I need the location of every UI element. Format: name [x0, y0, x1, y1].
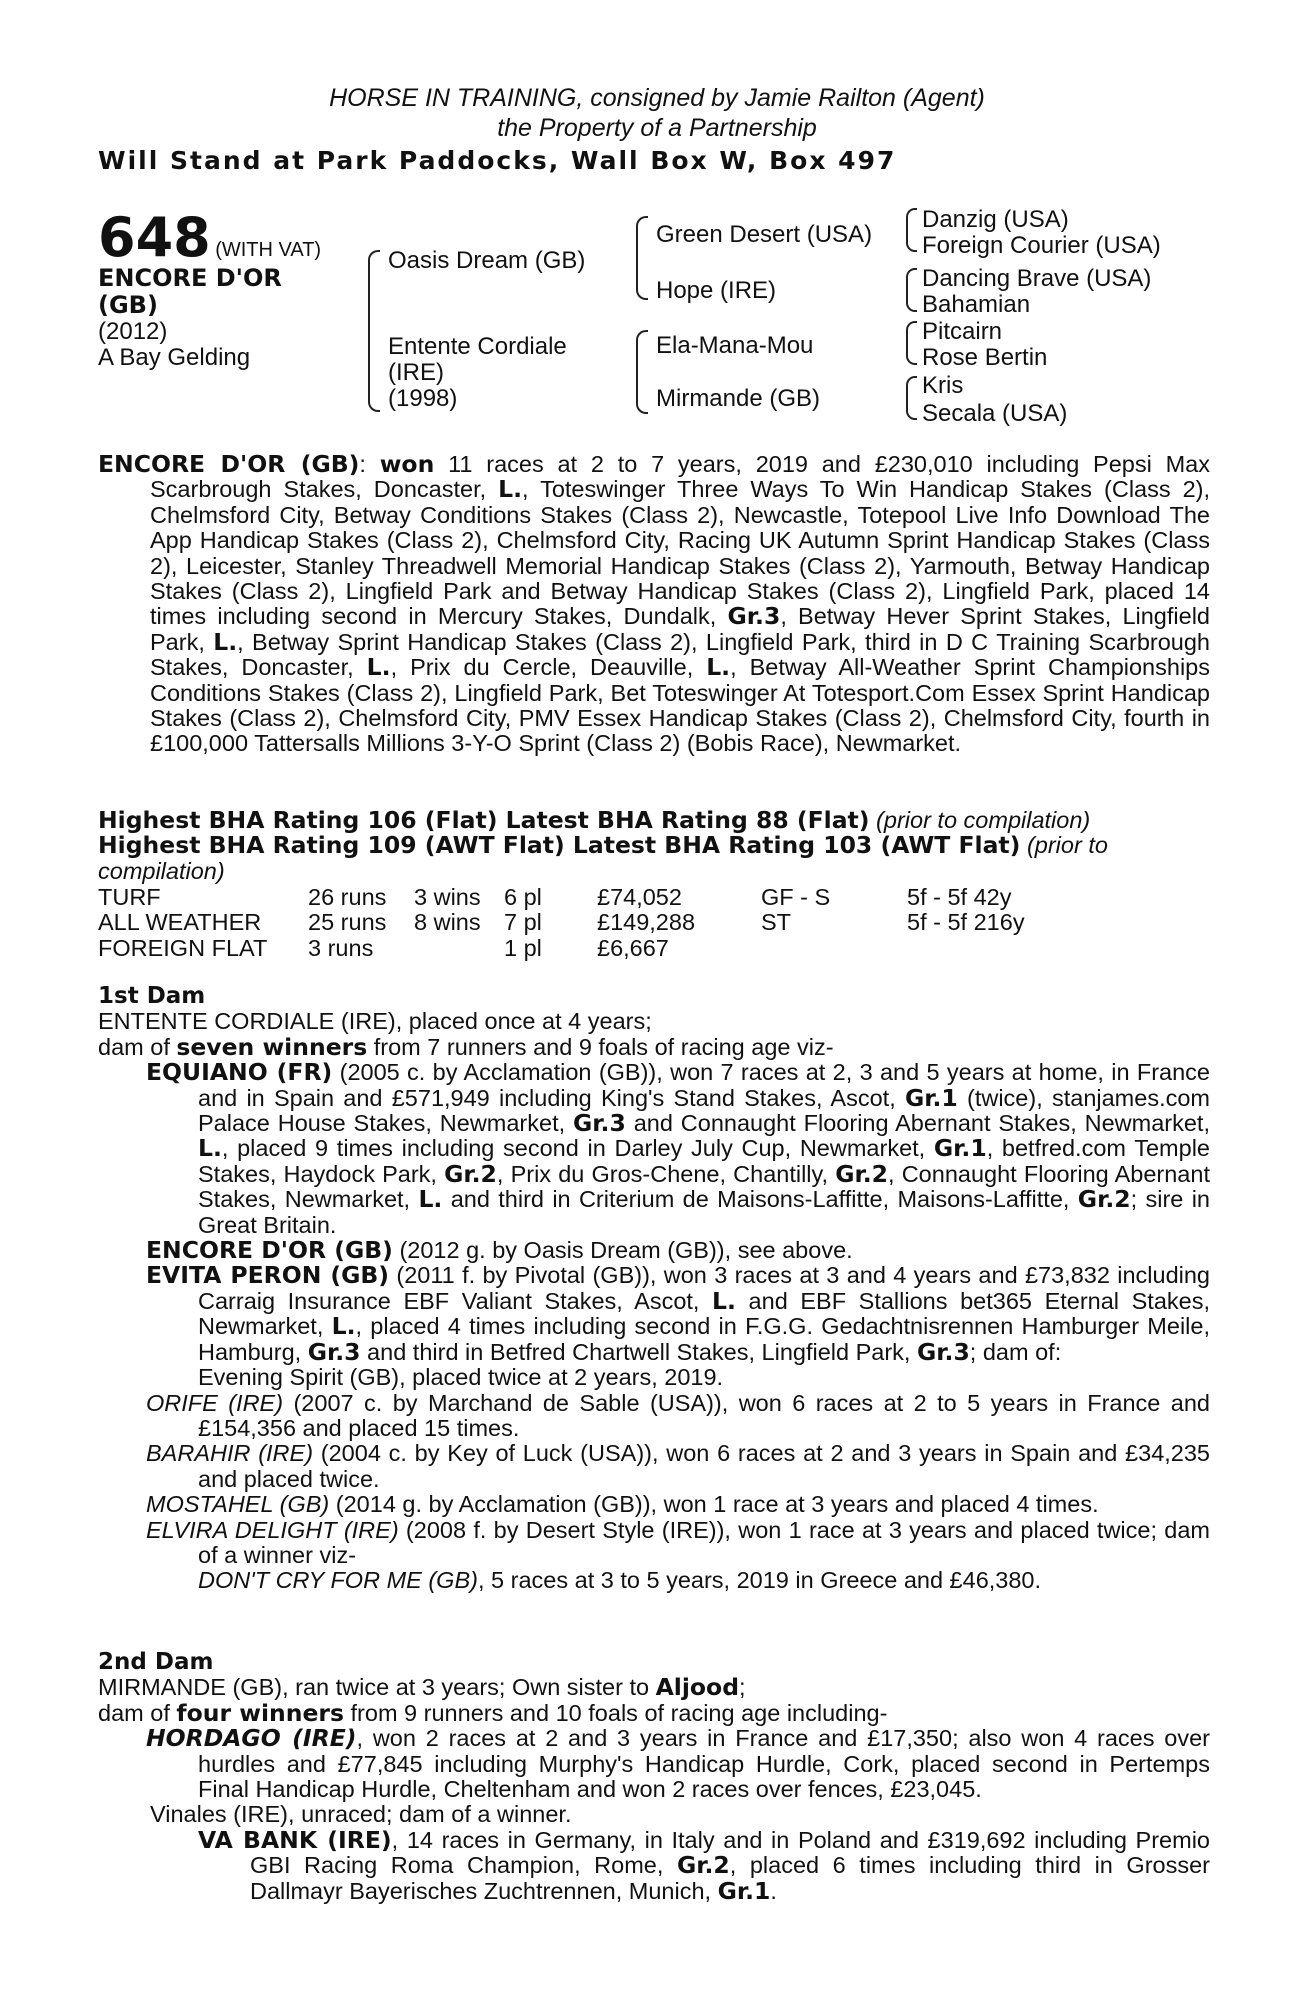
sire-sire: Green Desert (USA) — [656, 221, 873, 248]
second-dam-section — [98, 1650, 1210, 1904]
produce-dont-cry-for-me: DON'T CRY FOR ME (GB), 5 races at 3 to 5 years, 2019 in Greece and £46,380. — [198, 1567, 1042, 1594]
produce-elvira-delight: ELVIRA DELIGHT (IRE) (2008 f. by Desert Style (IRE)), won 1 race at 3 years and placed twice; dam of a winner viz- — [146, 1516, 1210, 1568]
produce-equiano: EQUIANO (FR) (2005 c. by Acclamation (GB)), won 7 races at 2, 3 and 5 years at home, in France and in Spain and £571,949 including King's Stand Stakes, Ascot, Gr.1 (twice), stanjames.com Palace House Stakes, Newmarket, Gr.3 and Connaught Flooring Abernant Stakes, Newmarket, L., placed 9 times including second in Darley July Cup, Newmarket, Gr.1, betfred.com Temple Stakes, Haydock Park, Gr.2, Prix du Gros-Chene, Chantilly, Gr.2, Connaught Flooring Abernant Stakes, Newmarket, L. and third in Criterium de Maisons-Laffitte, Maisons-Laffitte, Gr.2; sire in Great Britain. — [146, 1058, 1210, 1238]
gg-dam-4: Secala (USA) — [922, 400, 1068, 427]
stats-row-all-weather: ALL WEATHER 25 runs 8 wins 7 pl £149,288 ST 5f - 5f 216y — [98, 909, 1025, 936]
consignor-line: HORSE IN TRAINING, consigned by Jamie Railton (Agent) — [329, 84, 985, 112]
pedigree-brace-1 — [368, 250, 380, 412]
dam-origin: (IRE) — [388, 359, 444, 386]
produce-vinales: Vinales (IRE), unraced; dam of a winner. — [150, 1801, 572, 1828]
stats-row-turf: TURF 26 runs 3 wins 6 pl £74,052 GF - S 5f - 5f 42y — [98, 884, 1012, 910]
career-stats-table — [98, 885, 1107, 961]
second-dam-heading: 2nd Dam — [98, 1649, 214, 1675]
produce-va-bank: VA BANK (IRE), 14 races in Germany, in Italy and in Poland and £319,692 including Premio GBI Racing Roma Champion, Rome, Gr.2, placed 6 times including third in Grosser Dallmayr Bayerisches Zuchtrennen, Munich, Gr.1. — [198, 1825, 1210, 1905]
horse-origin: (GB) — [98, 291, 158, 319]
rating-flat: Highest BHA Rating 106 (Flat) Latest BHA Rating 88 (Flat) (prior to compilation) — [98, 806, 1091, 834]
pedigree-brace-3 — [636, 330, 648, 414]
lot-number-block — [98, 206, 321, 269]
produce-barahir: BARAHIR (IRE) (2004 c. by Key of Luck (USA)), won 6 races at 2 and 3 years in Spain and £34,235 and placed twice. — [146, 1440, 1211, 1492]
vat-note: (WITH VAT) — [215, 239, 322, 261]
produce-orife: ORIFE (IRE) (2007 c. by Marchand de Sable (USA)), won 6 races at 2 to 5 years in France and £154,356 and placed 15 times. — [146, 1389, 1210, 1441]
produce-encore-dor: ENCORE D'OR (GB) (2012 g. by Oasis Dream (GB)), see above. — [146, 1236, 853, 1265]
gg-sire-2: Dancing Brave (USA) — [922, 265, 1152, 292]
gg-sire-4: Kris — [922, 372, 964, 399]
produce-evening-spirit: Evening Spirit (GB), placed twice at 2 years, 2019. — [198, 1364, 724, 1391]
stabling-line: Will Stand at Park Paddocks, Wall Box W, Box 497 — [98, 146, 897, 175]
produce-mostahel: MOSTAHEL (GB) (2014 g. by Acclamation (GB)), won 1 race at 3 years and placed 4 times. — [146, 1491, 1099, 1518]
sire: Oasis Dream (GB) — [388, 247, 586, 274]
dam: Entente Cordiale — [388, 333, 567, 360]
sire-dam: Hope (IRE) — [656, 277, 777, 304]
gg-dam-2: Bahamian — [922, 291, 1031, 318]
horse-year: (2012) — [98, 318, 168, 345]
dam-year: (1998) — [388, 385, 458, 412]
horse-description: A Bay Gelding — [98, 344, 251, 371]
rating-awt: Highest BHA Rating 109 (AWT Flat) Latest BHA Rating 103 (AWT Flat) (prior to compilation) — [98, 831, 1108, 884]
horse-name: ENCORE D'OR — [98, 264, 282, 292]
pedigree-brace-6 — [906, 321, 917, 365]
stats-row-foreign-flat: FOREIGN FLAT 3 runs 1 pl £6,667 — [98, 934, 669, 961]
dam-sire: Ela-Mana-Mou — [656, 332, 814, 359]
gg-sire-3: Pitcairn — [922, 318, 1003, 345]
produce-evita-peron: EVITA PERON (GB) (2011 f. by Pivotal (GB)), won 3 races at 3 and 4 years and £73,832 including Carraig Insurance EBF Valiant Stakes, Ascot, L. and EBF Stallions bet365 Eternal Stakes, Newmarket, L., placed 4 times including second in F.G.G. Gedachtnisrennen Hamburger Meile, Hamburg, Gr.3 and third in Betfred Chartwell Stakes, Lingfield Park, Gr.3; dam of: — [146, 1261, 1211, 1366]
first-dam-produce-summary: dam of seven winners from 7 runners and 9 foals of racing age viz- — [98, 1032, 834, 1061]
first-dam-heading: 1st Dam — [98, 983, 206, 1009]
pedigree-brace-2 — [636, 216, 648, 300]
first-dam-section — [98, 984, 1210, 1594]
first-dam-line: ENTENTE CORDIALE (IRE), placed once at 4 years; — [98, 1008, 652, 1035]
pedigree-brace-7 — [906, 376, 917, 420]
pedigree-brace-5 — [906, 268, 917, 312]
dam-dam: Mirmande (GB) — [656, 385, 821, 412]
second-dam-produce-summary: dam of four winners from 9 runners and 10 foals of racing age including- — [98, 1698, 888, 1727]
race-record-paragraph: ENCORE D'OR (GB): won 11 races at 2 to 7 years, 2019 and £230,010 including Pepsi Max Scarbrough Stakes, Doncaster, L., Toteswinger Three Ways To Win Handicap Stakes (Class 2), Chelmsford City, Betway Conditions Stakes (Class 2), Newcastle, Totepool Live Info Download The App Handicap Stakes (Class 2), Chelmsford City, Racing UK Autumn Sprint Handicap Stakes (Class 2), Leicester, Stanley Threadwell Memorial Handicap Stakes (Class 2), Yarmouth, Betway Handicap Stakes (Class 2), Lingfield Park and Betway Handicap Stakes (Class 2), Lingfield Park, placed 14 times including second in Mercury Stakes, Dundalk, Gr.3, Betway Hever Sprint Stakes, Lingfield Park, L., Betway Sprint Handicap Stakes (Class 2), Lingfield Park, third in D C Training Scarbrough Stakes, Doncaster, L., Prix du Cercle, Deauville, L., Betway All-Weather Sprint Championships Conditions Stakes (Class 2), Lingfield Park, Bet Toteswinger At Totesport.Com Essex Sprint Handicap Stakes (Class 2), Chelmsford City, PMV Essex Handicap Stakes (Class 2), Chelmsford City, fourth in £100,000 Tattersalls Millions 3-Y-O Sprint (Class 2) (Bobis Race), Newmarket. — [98, 450, 1210, 757]
gg-sire-1: Danzig (USA) — [922, 206, 1069, 233]
ratings-block — [98, 808, 1210, 884]
property-line: the Property of a Partnership — [497, 114, 817, 142]
second-dam-line: MIRMANDE (GB), ran twice at 3 years; Own sister to Aljood; — [98, 1673, 746, 1702]
gg-dam-1: Foreign Courier (USA) — [922, 232, 1161, 259]
produce-hordago: HORDAGO (IRE), won 2 races at 2 and 3 years in France and £17,350; also won 4 races over hurdles and £77,845 including Murphy's Handicap Hurdle, Cork, placed second in Pertemps Final Handicap Hurdle, Cheltenham and won 2 races over fences, £23,045. — [146, 1724, 1210, 1803]
race-record — [98, 452, 1210, 757]
lot-number: 648 — [98, 206, 211, 269]
pedigree-brace-4 — [906, 208, 917, 252]
gg-dam-3: Rose Bertin — [922, 344, 1048, 371]
